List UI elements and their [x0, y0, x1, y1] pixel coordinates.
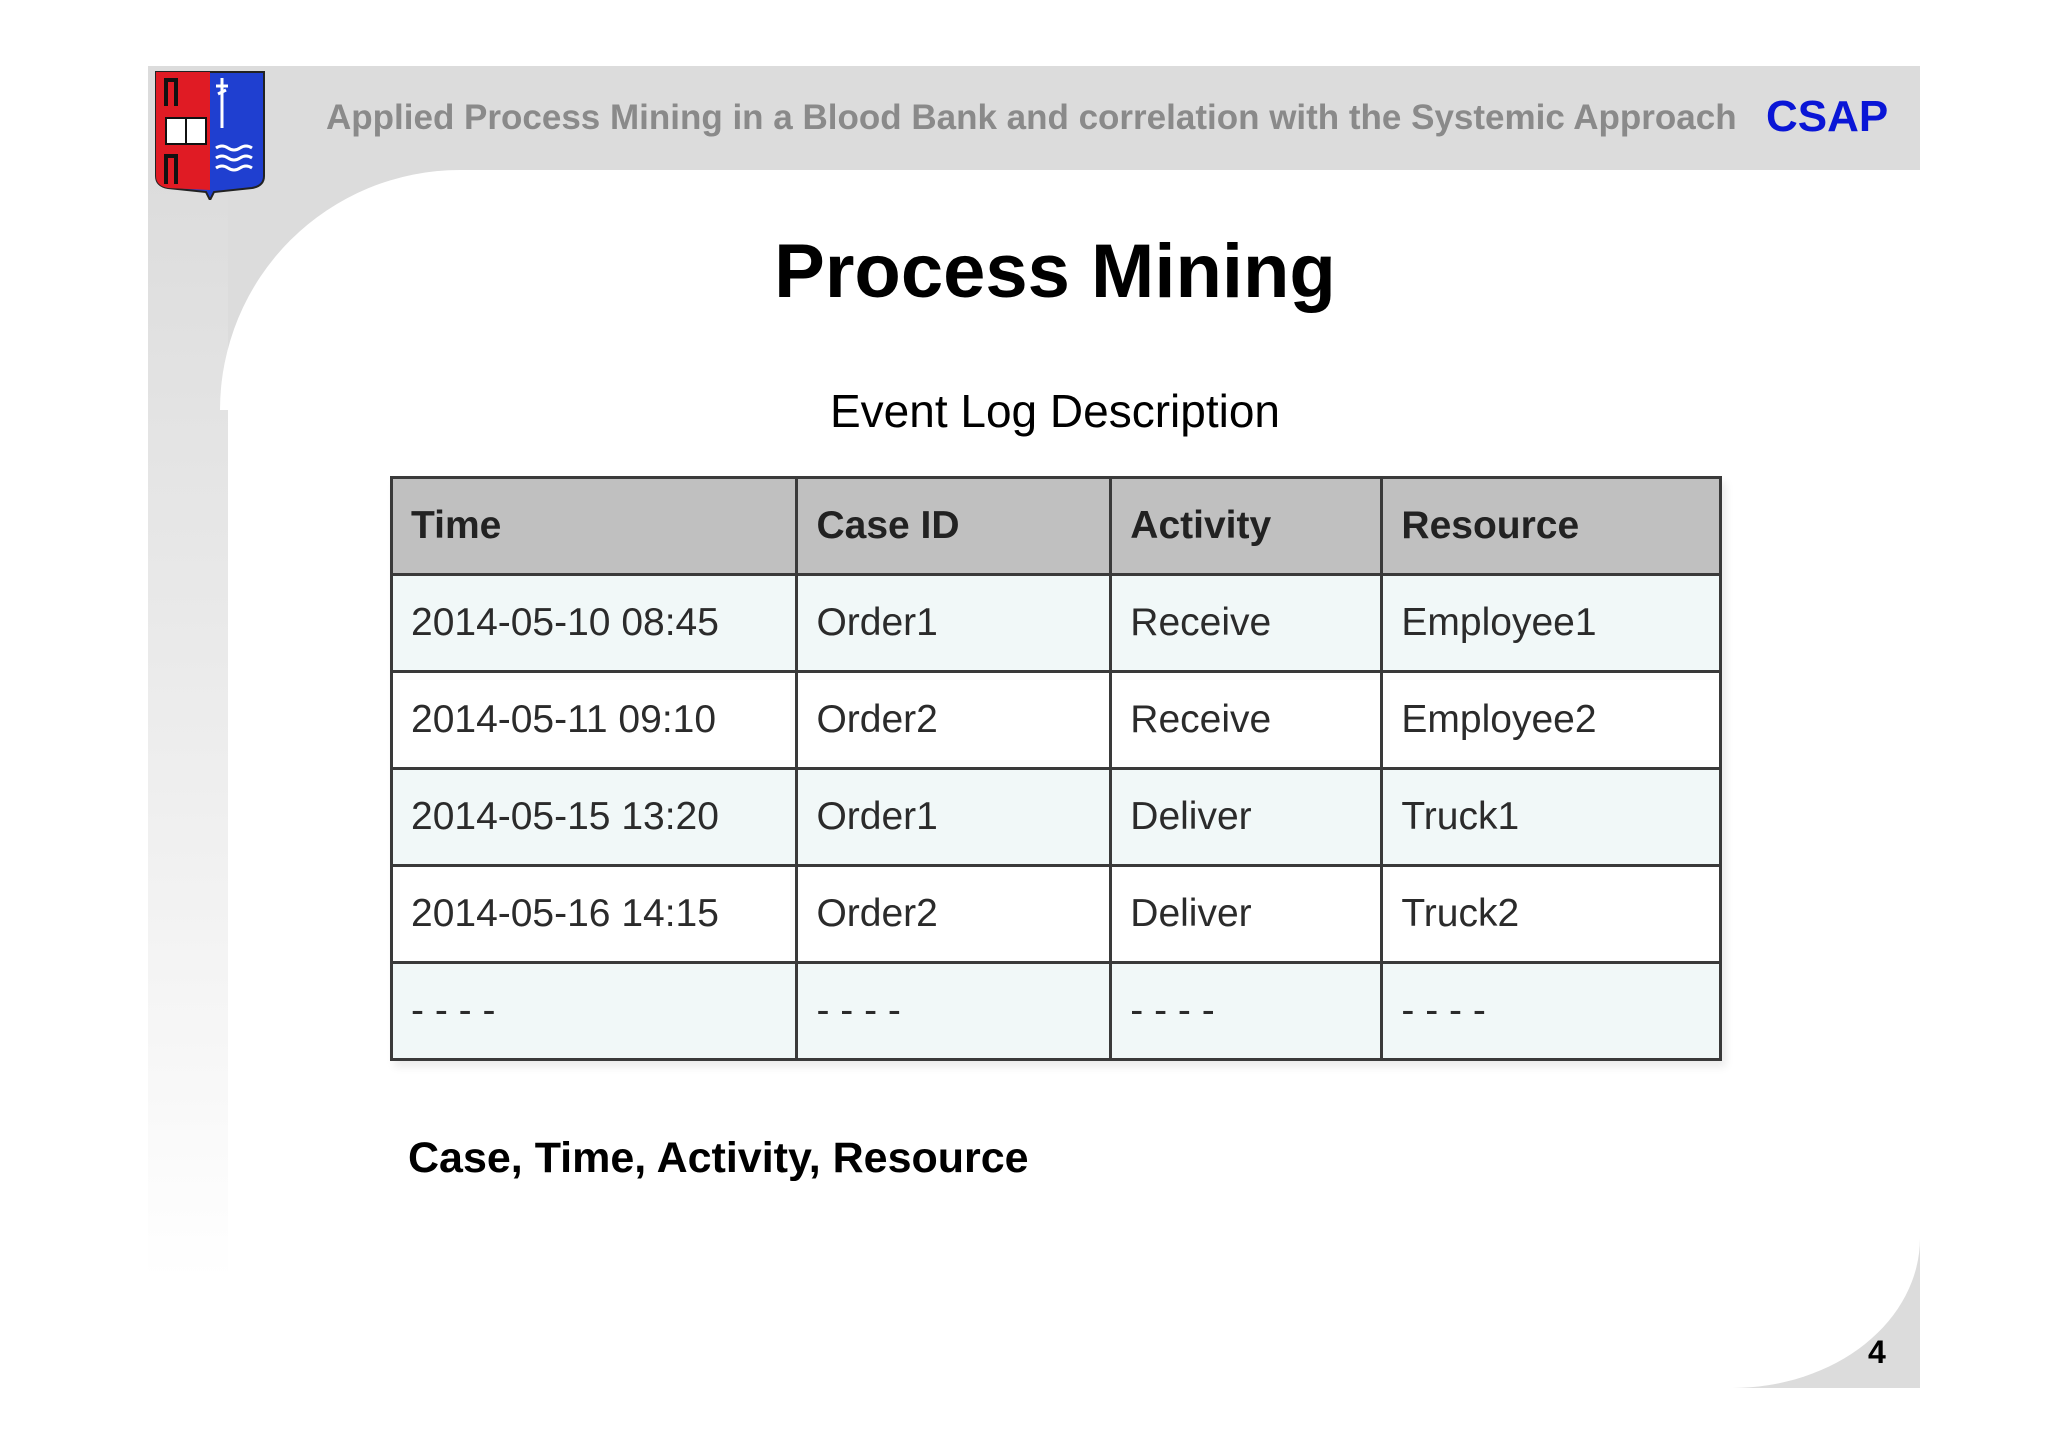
cell-time: 2014-05-16 14:15: [392, 866, 797, 963]
header-title: Applied Process Mining in a Blood Bank and correlation with the Systemic Approach: [326, 98, 1737, 137]
column-header-time: Time: [392, 478, 797, 575]
university-crest-icon: [152, 68, 268, 200]
table-row: [392, 963, 1721, 1060]
cell-time: 2014-05-15 13:20: [392, 769, 797, 866]
cell-activity: Deliver: [1111, 866, 1382, 963]
cell-case-id: Order2: [797, 866, 1111, 963]
cell-time: - - - -: [392, 963, 797, 1060]
event-log-table: [390, 476, 1722, 1061]
table-row: [392, 672, 1721, 769]
column-header-case-id: Case ID: [797, 478, 1111, 575]
cell-resource: - - - -: [1382, 963, 1721, 1060]
cell-time: 2014-05-11 09:10: [392, 672, 797, 769]
cell-case-id: Order2: [797, 672, 1111, 769]
cell-case-id: Order1: [797, 769, 1111, 866]
summary-text: Case, Time, Activity, Resource: [408, 1134, 1029, 1182]
table-row: [392, 769, 1721, 866]
cell-resource: Truck2: [1382, 866, 1721, 963]
table-row: [392, 866, 1721, 963]
bottom-corner-decoration: [1732, 1238, 1920, 1388]
header-code: CSAP: [1766, 92, 1889, 141]
cell-activity: - - - -: [1111, 963, 1382, 1060]
slide-title: Process Mining: [774, 229, 1336, 314]
cell-activity: Receive: [1111, 672, 1382, 769]
column-header-activity: Activity: [1111, 478, 1382, 575]
table-header-row: [392, 478, 1721, 575]
cell-activity: Receive: [1111, 575, 1382, 672]
page-number: 4: [1868, 1334, 1886, 1370]
cell-case-id: Order1: [797, 575, 1111, 672]
cell-resource: Employee1: [1382, 575, 1721, 672]
cell-activity: Deliver: [1111, 769, 1382, 866]
cell-case-id: - - - -: [797, 963, 1111, 1060]
cell-resource: Truck1: [1382, 769, 1721, 866]
left-band: [148, 170, 228, 1280]
column-header-resource: Resource: [1382, 478, 1721, 575]
slide-subtitle: Event Log Description: [829, 385, 1281, 437]
cell-time: 2014-05-10 08:45: [392, 575, 797, 672]
cell-resource: Employee2: [1382, 672, 1721, 769]
table-row: [392, 575, 1721, 672]
